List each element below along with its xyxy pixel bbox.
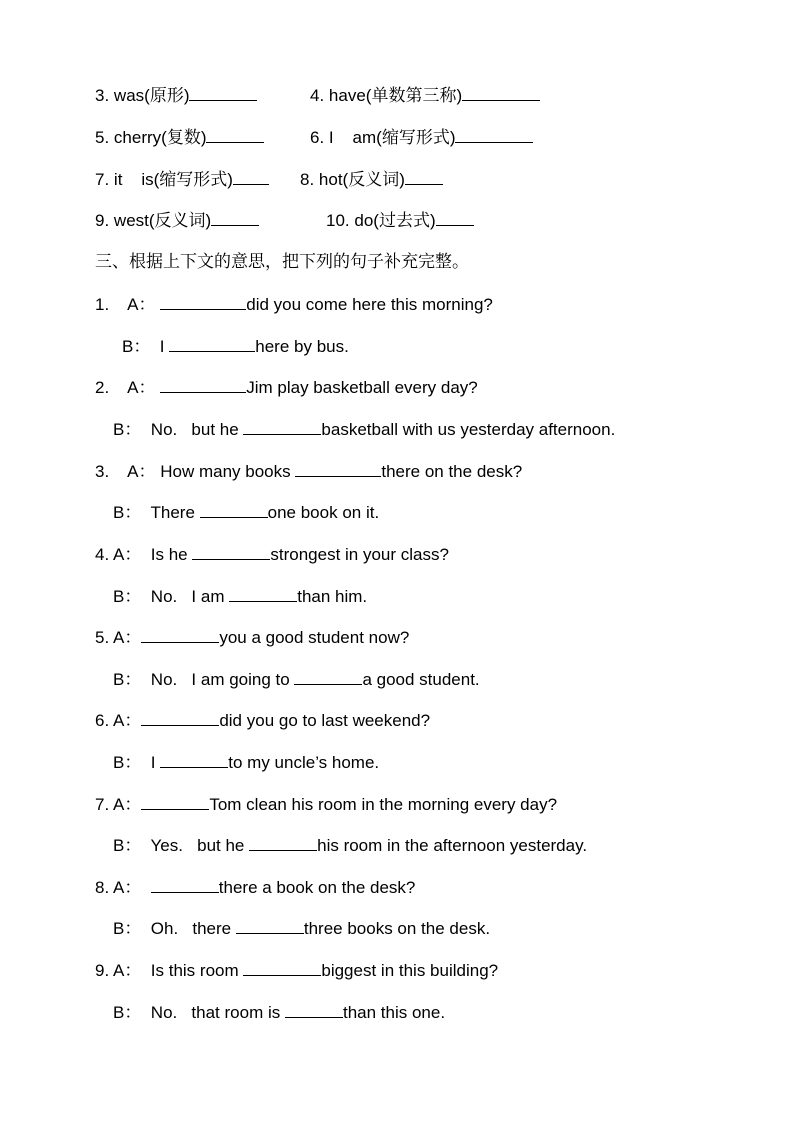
answer-blank[interactable] (160, 753, 228, 768)
sentence-text: did you go to last weekend? (219, 711, 431, 730)
item-number: 6. (310, 128, 325, 147)
answer-blank[interactable] (294, 670, 362, 685)
section-title: 三、根据上下文的意思，把下列的句子补充完整。 (95, 252, 469, 271)
dialogue-a-line (95, 878, 415, 896)
answer-blank[interactable] (243, 961, 321, 976)
answer-blank[interactable] (160, 295, 246, 310)
answer-blank[interactable] (169, 337, 255, 352)
sentence-text: biggest in this building? (321, 961, 499, 980)
dialogue-a-line (95, 295, 493, 313)
item-number: 4. (310, 86, 325, 105)
vocab-item (310, 128, 533, 146)
sentence-text: his room in the afternoon yesterday. (317, 836, 588, 855)
answer-blank[interactable] (229, 587, 297, 602)
item-number: 5. (95, 628, 110, 647)
speaker-a-label: A： (112, 711, 142, 730)
item-number: 8. (300, 170, 315, 189)
speaker-a-label: A： (127, 378, 156, 397)
item-prompt: west(反义词) (113, 211, 212, 230)
item-number: 9. (95, 211, 110, 230)
sentence-text: than him. (297, 587, 368, 606)
sentence-text: No. I am going to (150, 670, 290, 689)
answer-blank[interactable] (243, 420, 321, 435)
sentence-text: basketball with us yesterday afternoon. (321, 420, 616, 439)
dialogue-a-line (95, 462, 522, 480)
answer-blank[interactable] (211, 211, 259, 226)
item-number: 5. (95, 128, 110, 147)
answer-blank[interactable] (405, 170, 443, 185)
item-prompt: have(单数第三称) (328, 86, 463, 105)
vocab-item (326, 211, 474, 229)
sentence-text: you a good student now? (219, 628, 410, 647)
sentence-text: No. I am (150, 587, 225, 606)
item-number: 10. (326, 211, 350, 230)
sentence-text: Jim play basketball every day? (246, 378, 478, 397)
sentence-text: there on the desk? (381, 462, 523, 481)
answer-blank[interactable] (141, 628, 219, 643)
speaker-b-label: B： (113, 1003, 142, 1022)
speaker-a-label: A： (112, 795, 142, 814)
answer-blank[interactable] (141, 711, 219, 726)
item-number: 9. (95, 961, 110, 980)
answer-blank[interactable] (151, 878, 219, 893)
answer-blank[interactable] (206, 128, 264, 143)
sentence-text: than this one. (342, 1003, 446, 1022)
sentence-text: did you come here this morning? (246, 295, 493, 314)
speaker-b-label: B： (113, 836, 142, 855)
answer-blank[interactable] (160, 378, 246, 393)
dialogue-a-line (95, 628, 409, 646)
item-prompt: cherry(复数) (113, 128, 207, 147)
speaker-a-label: A： (112, 961, 142, 980)
item-prompt: do(过去式) (354, 211, 436, 230)
speaker-b-label: B： (113, 919, 142, 938)
dialogue-a-line (95, 378, 478, 396)
vocab-item (95, 170, 269, 188)
speaker-b-label: B： (113, 503, 142, 522)
dialogue-a-line (95, 795, 557, 813)
answer-blank[interactable] (249, 836, 317, 851)
speaker-b-label: B： (113, 753, 142, 772)
sentence-text: to my uncle’s home. (228, 753, 380, 772)
speaker-a-label: A： (127, 295, 156, 314)
vocab-item (310, 86, 540, 104)
answer-blank[interactable] (285, 1003, 343, 1018)
sentence-text: Oh. there (150, 919, 232, 938)
speaker-a-label: A： (112, 628, 142, 647)
dialogue-a-line (95, 545, 449, 563)
answer-blank[interactable] (141, 795, 209, 810)
answer-blank[interactable] (455, 128, 533, 143)
sentence-text: one book on it. (267, 503, 380, 522)
sentence-text: three books on the desk. (303, 919, 491, 938)
vocab-item (300, 170, 443, 188)
sentence-text: I (150, 753, 156, 772)
speaker-b-label: B： (113, 670, 142, 689)
dialogue-b-line (113, 587, 367, 605)
speaker-b-label: B： (113, 587, 142, 606)
dialogue-a-line (95, 711, 430, 729)
answer-blank[interactable] (295, 462, 381, 477)
dialogue-b-line (113, 1003, 445, 1021)
item-number: 2. (95, 378, 110, 397)
sentence-text: here by bus. (255, 337, 349, 356)
sentence-text: How many books (160, 462, 291, 481)
speaker-a-label: A： (112, 545, 142, 564)
answer-blank[interactable] (236, 919, 304, 934)
answer-blank[interactable] (189, 86, 257, 101)
answer-blank[interactable] (233, 170, 269, 185)
item-number: 6. (95, 711, 110, 730)
sentence-text: There (150, 503, 195, 522)
sentence-text: there a book on the desk? (218, 878, 416, 897)
item-prompt: it is(缩写形式) (113, 170, 233, 189)
item-number: 7. (95, 795, 110, 814)
vocab-item (95, 211, 259, 229)
speaker-b-label: B： (113, 420, 142, 439)
speaker-b-label: B： (122, 337, 151, 356)
dialogue-b-line (113, 919, 490, 937)
speaker-a-label: A： (127, 462, 156, 481)
speaker-a-label: A： (112, 878, 142, 897)
item-prompt: hot(反义词) (318, 170, 405, 189)
dialogue-b-line (113, 503, 379, 521)
item-prompt: was(原形) (113, 86, 190, 105)
sentence-text: No. that room is (150, 1003, 281, 1022)
answer-blank[interactable] (436, 211, 474, 226)
dialogue-b-line (113, 420, 615, 438)
sentence-text: Is this room (150, 961, 239, 980)
dialogue-b-line (113, 836, 587, 854)
sentence-text: strongest in your class? (270, 545, 449, 564)
sentence-text: I (159, 337, 165, 356)
answer-blank[interactable] (192, 545, 270, 560)
dialogue-b-line (122, 337, 349, 355)
sentence-text: Is he (150, 545, 188, 564)
answer-blank[interactable] (462, 86, 540, 101)
sentence-text: No. but he (150, 420, 239, 439)
item-number: 3. (95, 462, 110, 481)
vocab-item (95, 128, 264, 146)
item-number: 7. (95, 170, 110, 189)
dialogue-a-line (95, 961, 498, 979)
dialogue-b-line (113, 670, 480, 688)
sentence-text: a good student. (362, 670, 480, 689)
sentence-text: Tom clean his room in the morning every day? (209, 795, 558, 814)
sentence-text: Yes. but he (150, 836, 245, 855)
vocab-item (95, 86, 257, 104)
item-number: 3. (95, 86, 110, 105)
item-prompt: I am(缩写形式) (328, 128, 456, 147)
item-number: 4. (95, 545, 110, 564)
dialogue-b-line (113, 753, 379, 771)
item-number: 1. (95, 295, 110, 314)
answer-blank[interactable] (200, 503, 268, 518)
item-number: 8. (95, 878, 110, 897)
